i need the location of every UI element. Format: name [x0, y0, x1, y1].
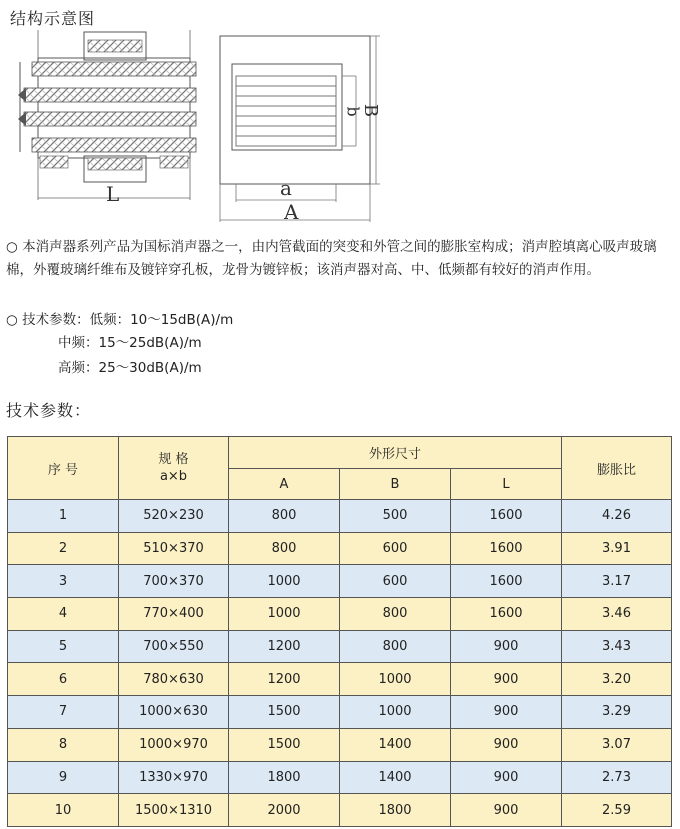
- product-description: ○ 本消声器系列产品为国标消声器之一，由内管截面的突变和外管之间的膨胀室构成；消声腔填离心吸声玻璃棉，外覆玻璃纤维布及镀锌穿孔板，龙骨为镀锌板；该消声器对高、中、低频都有较好的消声作用。: [6, 239, 657, 278]
- cell-spec: 1500×1310: [119, 794, 229, 827]
- cell-spec: 520×230: [119, 500, 229, 533]
- cell-B: 800: [340, 598, 451, 631]
- cell-A: 1500: [229, 728, 340, 761]
- cell-no: 6: [8, 663, 119, 696]
- cell-ratio: 3.20: [562, 663, 672, 696]
- table-row: [8, 761, 672, 794]
- cell-ratio: 2.59: [562, 794, 672, 827]
- cell-A: 1500: [229, 696, 340, 729]
- header-spec-line1: 规 格: [158, 452, 189, 467]
- cell-A: 800: [229, 532, 340, 565]
- cell-spec: 1000×630: [119, 696, 229, 729]
- cell-ratio: 3.46: [562, 598, 672, 631]
- dimension-label-B: B: [360, 103, 382, 118]
- high-frequency-value: 高频：25～30dB(A)/m: [58, 360, 202, 376]
- cell-spec: 700×550: [119, 630, 229, 663]
- header-dimensions: 外形尺寸: [229, 437, 562, 469]
- cell-L: 900: [451, 663, 562, 696]
- cell-B: 600: [340, 565, 451, 598]
- cell-L: 900: [451, 761, 562, 794]
- cell-L: 900: [451, 630, 562, 663]
- cell-no: 5: [8, 630, 119, 663]
- cell-spec: 770×400: [119, 598, 229, 631]
- cell-A: 800: [229, 500, 340, 533]
- parameter-table: [7, 436, 672, 827]
- cell-spec: 1000×970: [119, 728, 229, 761]
- cell-B: 1400: [340, 728, 451, 761]
- diagram-title: 结构示意图: [10, 9, 96, 28]
- cell-spec: 700×370: [119, 565, 229, 598]
- front-view-drawing: [214, 30, 384, 225]
- cell-spec: 1330×970: [119, 761, 229, 794]
- table-row: [8, 794, 672, 827]
- header-spec: [119, 437, 229, 500]
- cell-B: 1800: [340, 794, 451, 827]
- header-ratio: 膨胀比: [562, 437, 672, 500]
- cell-ratio: 3.91: [562, 532, 672, 565]
- table-row: [8, 663, 672, 696]
- header-index: 序 号: [8, 437, 119, 500]
- table-row: [8, 728, 672, 761]
- cell-B: 1000: [340, 696, 451, 729]
- cell-no: 3: [8, 565, 119, 598]
- cell-ratio: 2.73: [562, 761, 672, 794]
- tech-params-prefix: ○ 技术参数：: [6, 312, 90, 328]
- header-B: B: [340, 469, 451, 500]
- cell-no: 1: [8, 500, 119, 533]
- header-A: A: [229, 469, 340, 500]
- cell-ratio: 3.07: [562, 728, 672, 761]
- cell-no: 4: [8, 598, 119, 631]
- dimension-label-b: b: [343, 106, 363, 117]
- dimension-label-A: A: [284, 200, 299, 224]
- table-row: [8, 630, 672, 663]
- cell-L: 1600: [451, 565, 562, 598]
- cell-no: 2: [8, 532, 119, 565]
- table-row: [8, 696, 672, 729]
- header-L: L: [451, 469, 562, 500]
- cell-spec: 780×630: [119, 663, 229, 696]
- cell-ratio: 3.29: [562, 696, 672, 729]
- tech-params-low: [6, 309, 233, 332]
- cell-no: 9: [8, 761, 119, 794]
- cell-ratio: 3.43: [562, 630, 672, 663]
- dimension-label-L: L: [106, 182, 120, 206]
- side-view-diagram: [14, 30, 200, 219]
- cell-A: 1800: [229, 761, 340, 794]
- cell-A: 1000: [229, 565, 340, 598]
- cell-A: 1000: [229, 598, 340, 631]
- dimension-label-a: a: [280, 176, 292, 200]
- cell-B: 1400: [340, 761, 451, 794]
- cell-A: 1200: [229, 663, 340, 696]
- low-frequency-value: 低频：10～15dB(A)/m: [89, 312, 234, 328]
- cell-B: 600: [340, 532, 451, 565]
- cell-ratio: 4.26: [562, 500, 672, 533]
- cell-A: 1200: [229, 630, 340, 663]
- cell-L: 1600: [451, 532, 562, 565]
- cell-ratio: 3.17: [562, 565, 672, 598]
- table-row: [8, 598, 672, 631]
- cell-L: 900: [451, 696, 562, 729]
- cell-spec: 510×370: [119, 532, 229, 565]
- cell-L: 1600: [451, 500, 562, 533]
- cell-B: 800: [340, 630, 451, 663]
- cell-L: 1600: [451, 598, 562, 631]
- cell-A: 2000: [229, 794, 340, 827]
- mid-frequency-value: 中频：15～25dB(A)/m: [58, 335, 202, 351]
- cell-B: 500: [340, 500, 451, 533]
- header-spec-line2: a×b: [159, 469, 188, 484]
- cell-L: 900: [451, 728, 562, 761]
- front-view-diagram: [214, 30, 384, 229]
- cell-L: 900: [451, 794, 562, 827]
- cell-no: 8: [8, 728, 119, 761]
- table-row: [8, 500, 672, 533]
- cell-B: 1000: [340, 663, 451, 696]
- table-row: [8, 532, 672, 565]
- cell-no: 7: [8, 696, 119, 729]
- table-row: [8, 565, 672, 598]
- cell-no: 10: [8, 794, 119, 827]
- table-title: 技术参数：: [6, 401, 92, 420]
